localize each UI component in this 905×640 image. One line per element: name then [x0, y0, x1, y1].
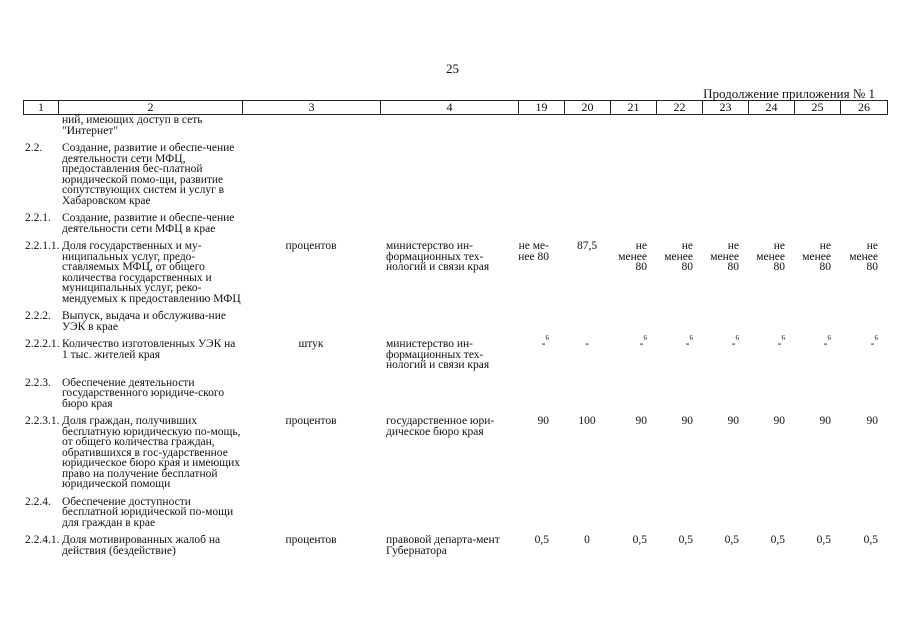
value-col-23 — [702, 535, 748, 563]
indicator-name: ний, имеющих доступ в сеть "Интернет" — [62, 114, 203, 137]
value-text: - — [639, 338, 644, 350]
value-col-20 — [564, 241, 610, 311]
value-text: не менее 80 — [802, 240, 831, 273]
value-col-24 — [748, 115, 794, 143]
footnote-mark: 6 — [643, 334, 647, 342]
indicators-table — [23, 115, 887, 563]
value-col-22 — [656, 416, 702, 497]
footnote-mark: 6 — [689, 334, 693, 342]
header-col-1: 1 — [24, 101, 59, 115]
header-col-19: 19 — [519, 101, 565, 115]
row-number: 2.2.2.1. — [25, 338, 60, 350]
value-text: 87,5 — [576, 240, 598, 252]
value-col-24 — [748, 143, 794, 213]
header-col-22: 22 — [657, 101, 703, 115]
value-col-23 — [702, 311, 748, 339]
value-col-20 — [564, 497, 610, 536]
value-col-22 — [656, 241, 702, 311]
value-col-19 — [518, 143, 564, 213]
responsible-executor — [380, 311, 518, 339]
value-col-19 — [518, 311, 564, 339]
value-col-25 — [794, 378, 840, 417]
value-text: не менее 80 — [849, 240, 878, 273]
value-col-20 — [564, 115, 610, 143]
row-number: 2.2. — [25, 142, 43, 154]
value-text: - — [541, 338, 546, 350]
value-text: 90 — [727, 415, 739, 427]
table-row — [23, 311, 887, 339]
value-col-19 — [518, 241, 564, 311]
indicator-name: Обеспечение доступности бесплатной юридической по-мощи для граждан в крае — [62, 495, 234, 529]
value-col-19 — [518, 115, 564, 143]
value-text: 0,5 — [816, 534, 831, 546]
value-text: 0,5 — [534, 534, 549, 546]
value-col-25 — [794, 115, 840, 143]
value-text: не менее 80 — [756, 240, 785, 273]
page-number: 25 — [446, 61, 459, 76]
footnote-mark: 6 — [735, 334, 739, 342]
unit-of-measure: процентов — [285, 534, 337, 546]
value-col-21 — [610, 497, 656, 536]
row-number: 2.2.2. — [25, 310, 51, 322]
table-row — [23, 241, 887, 311]
value-col-26 — [840, 143, 887, 213]
header-col-3: 3 — [243, 101, 381, 115]
value-col-23 — [702, 115, 748, 143]
header-col-26: 26 — [841, 101, 888, 115]
value-col-25 — [794, 334, 840, 378]
value-col-21 — [610, 115, 656, 143]
value-col-19 — [518, 535, 564, 563]
responsible-executor — [380, 115, 518, 143]
indicator-name: Создание, развитие и обеспе-чение деятельности сети МФЦ, предоставления бес-платной юридической помо-щи, развитие сопутствующих систем и услуг в Хабаровском крае — [62, 142, 235, 207]
value-col-23 — [702, 143, 748, 213]
value-col-20 — [564, 143, 610, 213]
value-text: не менее 80 — [618, 240, 647, 273]
value-col-26 — [840, 535, 887, 563]
value-col-21 — [610, 143, 656, 213]
value-col-22 — [656, 115, 702, 143]
value-col-23 — [702, 241, 748, 311]
indicator-name: Доля государственных и му-ниципальных услуг, предо-ставляемых МФЦ, от общего количества государственных и муниципальных услуг, реко-мендуемых к предоставлению МФЦ — [62, 240, 241, 305]
value-col-21 — [610, 241, 656, 311]
unit-of-measure: процентов — [285, 240, 337, 252]
value-col-24 — [748, 213, 794, 241]
responsible-executor: правовой департа-мент Губернатора — [386, 534, 500, 557]
value-col-21 — [610, 213, 656, 241]
value-col-25 — [794, 241, 840, 311]
value-col-21 — [610, 334, 656, 378]
header-col-24: 24 — [749, 101, 795, 115]
value-col-20 — [564, 213, 610, 241]
value-text: - — [585, 338, 589, 350]
row-number: 2.2.3.1. — [25, 415, 60, 427]
value-col-22 — [656, 497, 702, 536]
table-row — [23, 378, 887, 417]
value-col-22 — [656, 535, 702, 563]
value-col-20 — [564, 378, 610, 417]
value-col-19 — [518, 378, 564, 417]
value-col-24 — [748, 378, 794, 417]
value-col-23 — [702, 213, 748, 241]
row-number: 2.2.4.1. — [25, 534, 60, 546]
value-col-20 — [564, 339, 610, 378]
value-col-22 — [656, 378, 702, 417]
value-col-24 — [748, 416, 794, 497]
unit-of-measure — [242, 497, 380, 536]
value-text: 90 — [819, 415, 831, 427]
table-row — [23, 497, 887, 536]
row-number: 2.2.4. — [25, 495, 51, 508]
table-row — [23, 213, 887, 241]
value-col-20 — [564, 535, 610, 563]
unit-of-measure — [242, 378, 380, 417]
value-text: - — [731, 338, 736, 350]
responsible-executor — [380, 378, 518, 417]
indicator-name: Выпуск, выдача и обслужива-ние УЭК в крае — [62, 310, 226, 333]
value-col-20 — [564, 311, 610, 339]
responsible-executor: государственное юри-дическое бюро края — [386, 415, 495, 438]
responsible-executor: министерство ин-формационных тех-нологий и связи края — [386, 338, 490, 371]
value-col-26 — [840, 378, 887, 417]
value-col-21 — [610, 416, 656, 497]
responsible-executor — [380, 143, 518, 213]
value-text: 0,5 — [724, 534, 739, 546]
value-col-24 — [748, 311, 794, 339]
header-col-23: 23 — [703, 101, 749, 115]
value-col-23 — [702, 416, 748, 497]
value-text: - — [870, 338, 875, 350]
value-col-26 — [840, 311, 887, 339]
table-row — [23, 143, 887, 213]
unit-of-measure — [242, 213, 380, 241]
value-text: 0,5 — [863, 534, 878, 546]
unit-of-measure — [242, 311, 380, 339]
column-number-header — [23, 100, 888, 115]
value-col-25 — [794, 416, 840, 497]
table-row — [23, 339, 887, 378]
value-col-22 — [656, 143, 702, 213]
header-col-4: 4 — [381, 101, 519, 115]
value-text: 90 — [773, 415, 785, 427]
value-col-22 — [656, 213, 702, 241]
value-col-19 — [518, 213, 564, 241]
row-number: 2.2.1. — [25, 212, 51, 224]
footnote-mark: 6 — [827, 334, 831, 342]
unit-of-measure — [242, 115, 380, 143]
value-text: 90 — [866, 415, 878, 427]
value-col-21 — [610, 311, 656, 339]
value-col-24 — [748, 241, 794, 311]
value-text: - — [823, 338, 828, 350]
value-col-22 — [656, 334, 702, 378]
indicator-name: Создание, развитие и обеспе-чение деятельности сети МФЦ в крае — [62, 212, 235, 235]
value-col-23 — [702, 334, 748, 378]
value-col-21 — [610, 378, 656, 417]
value-text: 90 — [537, 415, 549, 427]
value-col-25 — [794, 535, 840, 563]
value-col-25 — [794, 213, 840, 241]
value-text: 90 — [681, 415, 693, 427]
value-col-26 — [840, 497, 887, 536]
header-col-20: 20 — [565, 101, 611, 115]
header-col-21: 21 — [611, 101, 657, 115]
unit-of-measure: процентов — [285, 415, 337, 427]
responsible-executor: министерство ин-формационных тех-нологий и связи края — [386, 240, 490, 273]
header-col-2: 2 — [59, 101, 243, 115]
value-col-25 — [794, 497, 840, 536]
value-text: 90 — [635, 415, 647, 427]
value-col-23 — [702, 497, 748, 536]
footnote-mark: 6 — [874, 334, 878, 342]
value-col-23 — [702, 378, 748, 417]
value-col-26 — [840, 334, 887, 378]
indicator-name: Доля мотивированных жалоб на действия (бездействие) — [62, 534, 221, 557]
value-text: 0,5 — [678, 534, 693, 546]
value-col-21 — [610, 535, 656, 563]
value-col-26 — [840, 241, 887, 311]
value-text: - — [777, 338, 782, 350]
value-text: не менее 80 — [710, 240, 739, 273]
value-text: не менее 80 — [664, 240, 693, 273]
table-row — [23, 535, 887, 563]
footnote-mark: 6 — [545, 334, 549, 342]
responsible-executor — [380, 213, 518, 241]
value-col-26 — [840, 115, 887, 143]
value-col-20 — [564, 416, 610, 497]
row-number: 2.2.3. — [25, 376, 51, 389]
header-col-25: 25 — [795, 101, 841, 115]
value-text: 0,5 — [770, 534, 785, 546]
value-col-19 — [518, 334, 564, 378]
value-col-26 — [840, 213, 887, 241]
value-col-25 — [794, 311, 840, 339]
value-text: не ме-нее 80 — [518, 240, 549, 263]
table-row — [23, 115, 887, 143]
row-number — [23, 115, 58, 143]
indicator-name: Обеспечение деятельности государственного юридиче-ского бюро края — [62, 376, 225, 410]
continuation-caption: Продолжение приложения № 1 — [703, 86, 875, 101]
row-number: 2.2.1.1. — [25, 240, 60, 252]
indicator-name: Доля граждан, получивших бесплатную юридическую по-мощь, от общего количества граждан, обратившихся в гос-ударственное юридическое бюро края и имеющих право на получение бесплатной юридической помощи — [62, 415, 241, 490]
value-col-19 — [518, 497, 564, 536]
unit-of-measure — [242, 143, 380, 213]
indicator-name: Количество изготовленных УЭК на 1 тыс. жителей края — [62, 338, 236, 361]
value-text: 0 — [584, 534, 590, 546]
table-row — [23, 416, 887, 497]
value-text: 100 — [578, 415, 596, 427]
value-col-24 — [748, 535, 794, 563]
unit-of-measure: штук — [298, 338, 324, 350]
value-text: - — [685, 338, 690, 350]
footnote-mark: 6 — [781, 334, 785, 342]
value-col-22 — [656, 311, 702, 339]
value-col-24 — [748, 497, 794, 536]
responsible-executor — [380, 497, 518, 536]
value-col-26 — [840, 416, 887, 497]
value-col-24 — [748, 334, 794, 378]
value-col-25 — [794, 143, 840, 213]
value-col-19 — [518, 416, 564, 497]
value-text: 0,5 — [632, 534, 647, 546]
